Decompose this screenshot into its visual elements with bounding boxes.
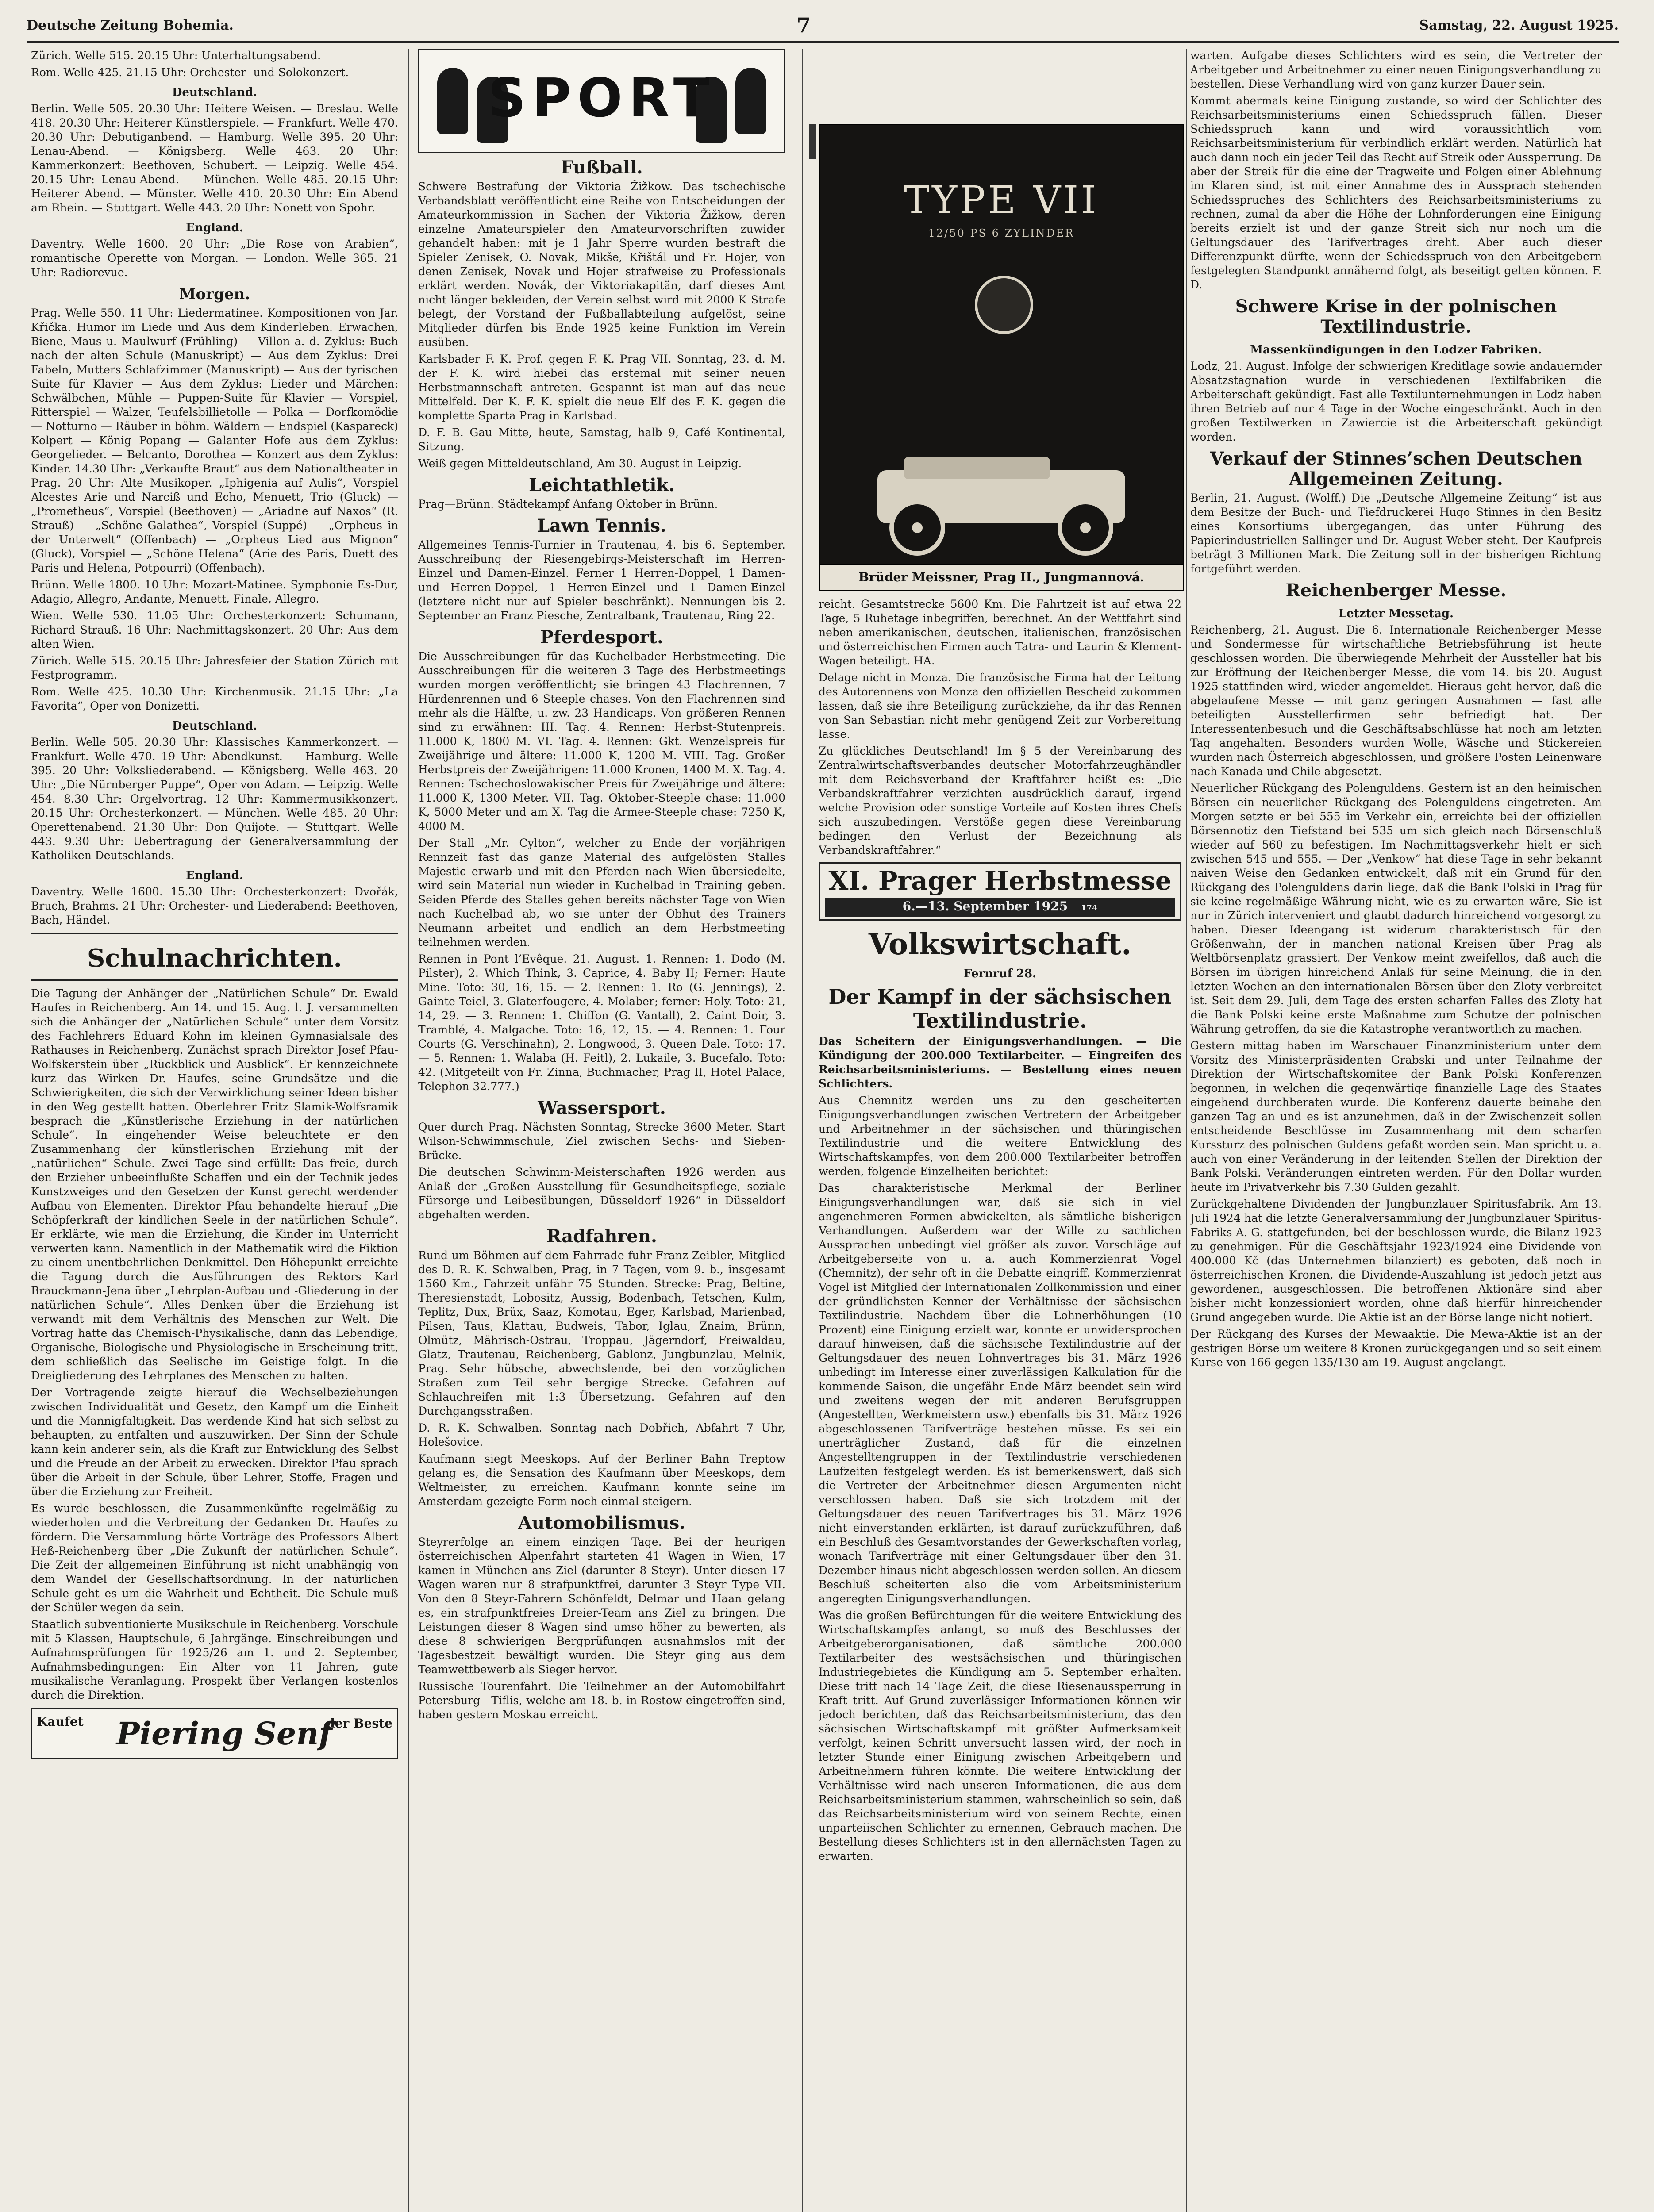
radio-item: Rom. Welle 425. 10.30 Uhr: Kirchenmusik. 21.15 Uhr: „La Favorita“, Oper von Donizetti. [31, 685, 398, 712]
ad-text: Kaufet [37, 1714, 84, 1729]
article-headline: Reichenberger Messe. [1285, 580, 1507, 601]
header-rule [27, 41, 1619, 43]
article-subtitle: Letzter Messetag. [1338, 607, 1454, 620]
article-headline: Schwere Krise in der polnischen Textilindustrie. [1235, 296, 1557, 337]
section-heading: Lawn Tennis. [537, 515, 666, 536]
section-heading: Radfahren. [546, 1226, 657, 1247]
article-paragraph: Berlin, 21. August. (Wolff.) Die „Deutsche Allgemeine Zeitung“ ist aus dem Besitze der Buch- und Tiefdruckerei Hugo Stinnes in den Besitz eines Konsortiums übergegangen, das unter Führung des Papierindustriellen Sallinger und Dr. August Weber steht. Der Kaufpreis beträgt 3 Millionen Mark. Die Zeitung soll in der bisherigen Richtung fortgeführt werden. [1190, 492, 1602, 575]
column-rule [802, 49, 803, 2212]
column-3 [819, 597, 1181, 2212]
article-deck: Das Scheitern der Einigungsverhandlungen. — Die Kündigung der 200.000 Textilarbeiter. — Eingreifen des Reichsarbeitsministeriums. — Bestellung eines neuen Schlichters. [819, 1035, 1181, 1090]
article-paragraph: Russische Tourenfahrt. Die Teilnehmer an der Automobilfahrt Petersburg—Tiflis, welche am 18. b. in Rostow eingetroffen sind, haben gestern Moskau erreicht. [418, 1680, 785, 1721]
article-paragraph: Steyrerfolge an einem einzigen Tage. Bei der heurigen österreichischen Alpenfahrt starteten 41 Wagen in Wien, 17 kamen in München ans Ziel (darunter 8 Steyr). Unter diesen 17 Wagen waren nur 8 strafpunktfrei, darunter 3 Steyr Type VII. Von den 8 Steyr-Fahrern Schönfeldt, Delmar und Haan gelang es, ein strafpunktfreies Dreier-Team ans Ziel zu bringen. Die Leistungen dieser 8 Wagen sind umso höher zu bewerten, als diese 8 schwierigen Bergprüfungen ausnahmslos mit der Tagesbestzeit bewältigt wurden. Die Steyr ging aus dem Teamwettbewerb als Sieger hervor. [418, 1536, 785, 1676]
section-heading: Wassersport. [538, 1098, 666, 1118]
section-heading: Pferdesport. [540, 627, 663, 648]
article-paragraph: Rund um Böhmen auf dem Fahrrade fuhr Franz Zeibler, Mitglied des D. R. K. Schwalben, Prag, in 7 Tagen, vom 9. b., insgesamt 1560 Km., Fahrzeit unfähr 75 Stunden. Strecke: Prag, Beltine, Theresienstadt, Lobositz, Aussig, Bodenbach, Tetschen, Kulm, Teplitz, Dux, Brüx, Saaz, Komotau, Eger, Karlsbad, Marienbad, Pilsen, Taus, Klattau, Budweis, Tabor, Iglau, Znaim, Brünn, Olmütz, Mährisch-Ostrau, Troppau, Jägerndorf, Freiwaldau, Glatz, Trautenau, Reichenberg, Gablonz, Jungbunzlau, Melnik, Prag. Sehr hübsche, abwechslende, bei den vorzüglichen Straßen zum Teil sehr bergige Strecke. Gefahren auf Schlauchreifen mit 1:3 Übersetzung. Gefahren auf den Durchgangsstraßen. [418, 1249, 785, 1417]
column-2 [418, 49, 785, 2212]
article-paragraph: D. F. B. Gau Mitte, heute, Samstag, halb 9, Café Kontinental, Sitzung. [418, 426, 785, 453]
masthead-left: Deutsche Zeitung Bohemia. [27, 18, 234, 33]
section-heading: Fußball. [561, 157, 643, 178]
article-paragraph: Rennen in Pont l’Evêque. 21. August. 1. Rennen: 1. Dodo (M. Pilster), 2. Which Think, 3. Caprice, 4. Baby II; Ferner: Haute Mine. Toto: 30, 16, 15. — 2. Rennen: 1. Ro (G. Jennings), 2. Gainte Teiel, 3. Glaterfougere, 4. Molaber; ferner: Holy. Toto: 21, 14, 29. — 3. Rennen: 1. Chiffon (G. Vantall), 2. Caint Doir, 3. Tramblé, 4. Malgache. Toto: 16, 12, 15. — 4. Rennen: 1. Four Courts (G. Verschinahn), 2. Longwood, 3. Queen Dale. Toto: 17. — 5. Rennen: 1. Walaba (H. Feitl), 2. Lukaile, 3. Bucefalo. Toto: 42. (Mitgeteilt von Fr. Zinna, Buchmacher, Prag II, Hotel Palace, Telephon 32.777.) [418, 952, 785, 1093]
column-1 [31, 49, 398, 2212]
article-paragraph: Weiß gegen Mitteldeutschland, Am 30. August in Leipzig. [418, 457, 742, 470]
article-paragraph: Der Stall „Mr. Cylton“, welcher zu Ende der vorjährigen Rennzeit fast das ganze Material des aufgelösten Stalles Majestic erwarb und mit den Pferden nach Wien übersiedelte, wird sein Material nun wieder in Kuchelbad in Training geben. Seiden Pferde des Stalles gehen bereits nächster Tage von Wien nach Kuchelbad ab, wo sie unter der Obhut des Trainers Neumann arbeitet und endlich an dem Herbstmeeting teilnehmen werden. [418, 837, 785, 949]
article-paragraph: D. R. K. Schwalben. Sonntag nach Dobřich, Abfahrt 7 Uhr, Holešovice. [418, 1421, 785, 1448]
article-paragraph: warten. Aufgabe dieses Schlichters wird es sein, die Vertreter der Arbeitgeber und Arbeitnehmer zu einer neuen Einigungsverhandlung zu bestellen. Diese Verhandlung wird von ganz kurzer Dauer sein. [1190, 49, 1602, 90]
article-paragraph: Der Rückgang des Kurses der Mewaaktie. Die Mewa-Aktie ist an der gestrigen Börse um weitere 8 Kronen zurückgegangen und so seit einem Kurse von 166 gegen 135/130 am 19. August angelangt. [1190, 1328, 1602, 1369]
steyr-emblem-icon [975, 276, 1033, 334]
article-paragraph: Die Ausschreibungen für das Kuchelbader Herbstmeeting. Die Ausschreibungen für die weiteren 3 Tage des Herbstmeetings wurden morgen veröffentlicht; sie bringen 43 Flachrennen, 7 Hürdenrennen und 6 Steeple chases. Von den Flachrennen sind mehr als die Hälfte, u. zw. 23 Handicaps. Von größeren Rennen sind zu erwähnen: III. Tag. 4. Rennen: Herbst-Stutenpreis. 11.000 K, 1800 M. VI. Tag. 4. Rennen: Gkt. Wenzelspreis für Zweijährige und ältere: 11.000 K, 1200 M. VIII. Tag. Großer Herbstpreis der Zweijährigen: 11.000 Kronen, 1400 M. X. Tag. 4. Rennen: Tschechoslowakischer Preis für Zweijährige und ältere: 11.000 K, 1300 Meter. VII. Tag. Oktober-Steeple chase: 11.000 K, 5000 Meter und am X. Tag die Armee-Steeple chase: 7250 K, 4000 M. [418, 650, 785, 833]
radio-item: Daventry. Welle 1600. 15.30 Uhr: Orchesterkonzert: Dvořák, Bruch, Brahms. 21 Uhr: Orchester- und Liederabend: Beethoven, Bach, Händel. [31, 885, 398, 926]
issue-date: Samstag, 22. August 1925. [1419, 18, 1619, 33]
section-heading: Morgen. [179, 285, 250, 303]
steyr-type-vii-ad [819, 124, 1184, 591]
radio-item: Zürich. Welle 515. 20.15 Uhr: Unterhaltungsabend. [31, 49, 321, 62]
article-paragraph: Was die großen Befürchtungen für die weitere Entwicklung des Wirtschaftskampfes anlangt, so muß des Beschlusses der Arbeitgeberorganisationen, daß sämtliche 200.000 Textilarbeiter des westsächsischen und thüringischen Industriegebietes die Kündigung am 5. September erhalten. Diese tritt nach 14 Tage Zeit, die diese Riesenaussperrung in Kraft tritt. Auf Grund zuverlässiger Informationen können wir jedoch berichten, daß das Reichsarbeitsministerium, das den sächsischen Wirtschaftskampf mit größter Aufmerksamkeit verfolgt, keinen Schritt unversucht lassen wird, der noch in letzter Stunde einer Einigung zwischen Arbeitgebern und Arbeitnehmern führen könnte. Die weitere Entwicklung der Verhältnisse wird nach unseren Informationen, die aus dem Reichsarbeitsministerium stammen, wahrscheinlich so sein, daß das Reichsarbeitsministerium wird von seinem Rechte, einen unparteiischen Schlichter zu ernennen, Gebrauch machen. Die Bestellung dieses Schlichters ist in den allernächsten Tagen zu erwarten. [819, 1609, 1181, 1863]
article-paragraph: Reichenberg, 21. August. Die 6. Internationale Reichenberger Messe und Sondermesse für wirtschaftliche Betriebsführung ist heute geschlossen worden. Die überwiegende Mehrheit der Aussteller hat bis zur Eröffnung der Reichenberger Messe, die vom 14. bis 20. August 1925 stattfinden wird, wieder angemeldet. Hieraus geht hervor, daß die abgelaufene Messe — mit ganz geringen Ausnahmen — fast alle beteiligten Ausstellerfirmen sehr befriedigt hat. Der Interessentenbesuch und die Geschäftsabschlüsse hat noch am letzten Tag angehalten. Besonders wurden Wolle, Wäsche und Stickereien wurden nach Österreich abgeschlossen, und größere Posten Leinenware nach Kanada und Chile abgesetzt. [1190, 623, 1602, 778]
ad-brand: Piering Senf [116, 1715, 332, 1752]
banner-dates [825, 898, 1175, 917]
radio-item: Zürich. Welle 515. 20.15 Uhr: Jahresfeier der Station Zürich mit Festprogramm. [31, 654, 398, 681]
ad-text: der Beste [326, 1716, 392, 1731]
article-paragraph: Delage nicht in Monza. Die französische Firma hat der Leitung des Autorennens von Monza den offiziellen Bescheid zukommen lassen, daß sie ihre Beteiligung zurückziehe, da ihr das Rennen von San Sebastian nicht mehr genügend Zeit zur Vorbereitung lasse. [819, 671, 1181, 741]
section-heading: England. [186, 221, 243, 234]
side-marker [809, 124, 816, 159]
page-number: 7 [796, 13, 811, 37]
article-paragraph: Kommt abermals keine Einigung zustande, so wird der Schlichter des Reichsarbeitsministeriums einen Schiedsspruch fällen. Dieser Schiedsspruch kann und wird voraussichtlich vom Reichsarbeitsministerium für verbindlich erklärt werden. Natürlich hat auch dann noch ein jeder Teil das Recht auf Streik oder Aussperrung. Da aber der Streik für die eine der Tragweite und Folgen einer Ablehnung im Klaren sind, ist mit einer Annahme des in Aussprach stehenden Schiedsspruches des Schlichters des Reichsarbeitsministeriums zu rechnen, zumal da aber die Höhe der Lohnforderungen eine Einigung bereits erzielt ist und der ganze Streit sich nur noch um die Geltungsdauer des Tarifvertrages dreht. Aber auch dieser Differenzpunkt dürfte, wenn der Schiedsspruch von den Arbeitgebern festgelegten Standpunkt annähernd folgt, als beseitigt gelten können. F. D. [1190, 94, 1602, 291]
section-heading: Leichtathletik. [528, 475, 675, 495]
radio-item: Prag. Welle 550. 11 Uhr: Liedermatinee. Kompositionen von Jar. Křička. Humor im Liede und Aus dem Kinderleben. Erwachen, Biene, Maus u. Maulwurf (Frühling) — Villon a. d. Zyklus: Buch nach der alten Schule (Manuskript) — Aus dem Zyklus: Drei Fabeln, Mutters Schlafzimmer (Manuskript) — Aus der tyrischen Suite für Klavier — Aus dem Zyklus: Lieder und Märchen: Schwälbchen, Mühle — Puppen-Suite für Klavier — Vorspiel, Ritterspiel — Walzer, Teufelsbillietolle — Polka — Dorfkomödie — Notturno — Räuber in böhm. Wäldern — Endspiel (Kaspareck) Kolpert — König Popang — Galanter Hofe aus dem Zyklus: Georgelieder. — Belcanto, Dorothea — Konzert aus dem Zyklus: Kinder. 14.30 Uhr: „Verkaufte Braut“ aus dem Nationaltheater in Prag. 20 Uhr: Alte Musikoper. „Iphigenia auf Aulis“, Vorspiel Alcestes Arie und Narciß und Echo, Menuett, Trio (Gluck) — „Prometheus“, Vorspiel (Beethoven) — „Ariadne auf Naxos“ (R. Strauß) — „Schöne Galathea“, Vorspiel (Suppé) — „Orpheus in der Unterwelt“ (Offenbach) — „Orpheus Lied aus Mignon“ (Gluck), Vorspiel — „Schöne Helena“ (Arie des Paris, Duett des Paris und Helena, Potpourri) (Offenbach). [31, 307, 398, 574]
article-paragraph: Gestern mittag haben im Warschauer Finanzministerium unter dem Vorsitz des Ministerpräsidenten Grabski und unter Teilnahme der Direktion der Wirtschaftskomitee der Bank Polski Konferenzen begonnen, in welchen die gegenwärtige finanzielle Lage des Staates eingehend durchberaten wurde. Die Konferenz dauerte beinahe den ganzen Tag an und es ist anzunehmen, daß in der Zwischenzeit sollen entscheidende Beschlüsse im Zusammenhang mit dem scharfen Kurssturz des polnischen Guldens gefaßt worden sein. Man spricht u. a. auch von einer Veränderung in der leitenden Stellen der Direktion der Bank Polski. Veränderungen eintreten werden. Für den Dollar wurden heute im Privatverkehr bis 7.30 Gulden gezahlt. [1190, 1039, 1602, 1194]
article-headline: Verkauf der Stinnes’schen Deutschen Allgemeinen Zeitung. [1210, 448, 1582, 489]
section-heading: Automobilismus. [518, 1513, 686, 1533]
banner-title: XI. Prager Herbstmesse [828, 866, 1172, 896]
article-paragraph: Kaufmann siegt Meeskops. Auf der Berliner Bahn Treptow gelang es, die Sensation des Kaufmann über Meeskops, dem Weltmeister, zu erreichen. Kaufmann konnte seine im Amsterdam gezeigte Form noch einmal steigern. [418, 1452, 785, 1508]
radio-item: Wien. Welle 530. 11.05 Uhr: Orchesterkonzert: Schumann, Richard Strauß. 16 Uhr: Nachmittagskonzert. 20 Uhr: Aus dem alten Wien. [31, 609, 398, 650]
column-rule [408, 49, 409, 2212]
article-paragraph: Lodz, 21. August. Infolge der schwierigen Kreditlage sowie andauernder Absatzstagnation wurde in verschiedenen Textilfabriken die Arbeiterschaft gekündigt. Fast alle Textilunternehmungen in Lodz haben ihren Betrieb auf nur 4 Tage in der Woche eingeschränkt. Auch in den großen Textilwerken in Zawiercie ist die Arbeiterschaft gekündigt worden. [1190, 360, 1602, 443]
section-title: Schulnachrichten. [87, 944, 342, 973]
article-subtitle: Massenkündigungen in den Lodzer Fabriken. [1250, 343, 1542, 357]
article-paragraph: Der Vortragende zeigte hierauf die Wechselbeziehungen zwischen Individualität und Gesetz, den Kampf um die Einheit und die Mannigfaltigkeit. Das werdende Kind hat sich selbst zu behaupten, zu entfalten und auszuwirken. Der Sinn der Schule kann kein anderer sein, als die Kraft zur Entwicklung des Selbst und die Freude an der Arbeit zu erwecken. Direktor Pfau sprach über die Arbeit in der Schule, über Lehrer, Stoffe, Fragen und über die Erziehung zur Freiheit. [31, 1386, 398, 1498]
page-header [27, 13, 1619, 38]
section-heading: Deutschland. [172, 719, 258, 733]
article-paragraph: Neuerlicher Rückgang des Polenguldens. Gestern ist an den heimischen Börsen ein neuerlicher Rückgang des Polenguldens eingetreten. Am Morgen setzte er bei 555 im Verkehr ein, erreichte bei der offiziellen Börsennotiz den Tiefstand bei 535 um sich gleich nach Börsenschluß wieder auf 560 zu befestigen. Im Nachmittagsverkehr hielt er sich zwischen 545 und 555. — Der „Venkow“ hat diese Tage in sehr bekannt naiven Weise den Gedanken entwickelt, daß mit ein Grund für den Rückgang des Polenguldens darin liege, daß die Bank Polski in Prag für sie keine regelmäßige Währung nicht, wie es zu erwarten wäre, Sie ist nur in Zürich interveniert und glaubt dadurch hinreichend vorgesorgt zu haben. Dieser Ideengang ist widerum charakteristisch für den Größenwahn, der in manchen national Kreisen über Prag als Weltbörsenplatz grassiert. Der Venkow meint zweifellos, daß auch die Börsen im übrigen hinreichend Anlaß für seine Meinung, die in den letzten Wochen an den internationalen Börsen über den Zloty verbreitet ist. Seit dem 29. Juli, dem Tage des ersten scharfen Falles des Zloty hat die Bank Polski keine erste Maßnahme zum Schutze der polnischen Währung getroffen, da sie die Katastrophe verantwortlich zu machen. [1190, 782, 1602, 1035]
piering-senf-ad [31, 1708, 398, 1759]
article-paragraph: Es wurde beschlossen, die Zusammenkünfte regelmäßig zu wiederholen und die Verbreitung der Gedanken Dr. Haufes zu fördern. Die Versammlung hörte Vorträge des Professors Albert Heß-Reichenberg über „Die Zukunft der natürlichen Schule“. Die Zeit der allgemeinen Einführung ist nicht unabhängig von dem Wandel der Gesellschaftsordnung. In der natürlichen Schule geht es um die Wahrheit und Echtheit. Die Schule muß der Schüler wegen da sein. [31, 1502, 398, 1614]
article-paragraph: reicht. Gesamtstrecke 5600 Km. Die Fahrtzeit ist auf etwa 22 Tage, 5 Ruhetage inbegriffen, berechnet. An der Wettfahrt sind neben amerikanischen, deutschen, italienischen, französischen und österreichischen Firmen auch Tatra- und Laurin & Klement-Wagen beteiligt. HA. [819, 598, 1181, 667]
article-paragraph: Zu glückliches Deutschland! Im § 5 der Vereinbarung des Zentralwirtschaftsverbandes deutscher Motorfahrzeughändler mit dem Reichsverband der Kraftfahrer heißt es: „Die Verbandskraftfahrer verzichten ausdrücklich darauf, irgend welche Provision oder sonstige Vorteile auf Kosten ihres Chefs sich auszubedingen. Verstöße gegen diese Vereinbarung bedingen den Verlust der Bezeichnung als Verbandskraftfahrer.“ [819, 745, 1181, 856]
radio-item: Berlin. Welle 505. 20.30 Uhr: Klassisches Kammerkonzert. — Frankfurt. Welle 470. 19 Uhr: Abendkunst. — Hamburg. Welle 395. 20 Uhr: Volksliederabend. — Königsberg. Welle 463. 20 Uhr: „Die Nürnberger Puppe“, Oper von Adam. — Leipzig. Welle 454. 8.30 Uhr: Orgelvortrag. 12 Uhr: Kammermusikkonzert. 20.15 Uhr: Orchesterkonzert. — München. Welle 485. 20 Uhr: Operettenabend. 21.30 Uhr: Don Quijote. — Stuttgart. Welle 443. 9.30 Uhr: Uebertragung der Generalversammlung der Katholiken Deutschlands. [31, 736, 398, 862]
radio-item: Berlin. Welle 505. 20.30 Uhr: Heitere Weisen. — Breslau. Welle 418. 20.30 Uhr: Heiterer Künstlerspiele. — Frankfurt. Welle 470. 20.30 Uhr: Debutiganbend. — Hamburg. Welle 395. 20 Uhr: Lenau-Abend. — Königsberg. Welle 463. 20 Uhr: Kammerkonzert: Beethoven, Schubert. — Leipzig. Welle 454. 20.15 Uhr: Lenau-Abend. — München. Welle 485. 20.15 Uhr: Heiterer Abend. — Münster. Welle 410. 20.30 Uhr: Ein Abend am Rhein. — Stuttgart. Welle 443. 20 Uhr: Nonett von Spohr. [31, 102, 398, 214]
ad-subtitle: 12/50 PS 6 ZYLINDER [928, 227, 1075, 239]
ad-brand: TYPE VII [904, 178, 1099, 223]
section-heading: Deutschland. [172, 86, 258, 99]
article-paragraph: Die deutschen Schwimm-Meisterschaften 1926 werden aus Anlaß der „Großen Ausstellung für Gesundheitspflege, soziale Fürsorge und Leibesübungen, Düsseldorf 1926“ in Düsseldorf abgehalten werden. [418, 1166, 785, 1221]
article-headline: Der Kampf in der sächsischen Textilindustrie. [828, 985, 1172, 1033]
radio-item: Daventry. Welle 1600. 20 Uhr: „Die Rose von Arabien“, romantische Operette von Morgan. — London. Welle 365. 21 Uhr: Radiorevue. [31, 238, 398, 279]
article-paragraph: Aus Chemnitz werden uns zu den gescheiterten Einigungsverhandlungen zwischen Vertretern der Arbeitgeber und Arbeitnehmer in der sächsischen und thüringischen Textilindustrie und die weitere Entwicklung des Wirtschaftskampfes, von dem 200.000 Textilarbeiter betroffen werden, folgende Einzelheiten berichtet: [819, 1094, 1181, 1178]
article-paragraph: Staatlich subventionierte Musikschule in Reichenberg. Vorschule mit 5 Klassen, Hauptschule, 6 Jahrgänge. Einschreibungen und Aufnahmsprüfungen für 1925/26 am 1. und 2. September, Aufnahmsbedingungen: Ein Alter von 11 Jahren, gute musikalische Veranlagung. Prospekt über Verlangen kostenlos durch die Direktion. [31, 1618, 398, 1701]
banner-code: 174 [1081, 903, 1098, 913]
article-paragraph: Das charakteristische Merkmal der Berliner Einigungsverhandlungen war, daß sie sich in viel angenehmeren Formen abwickelten, als sämtliche bisherigen Verhandlungen. Außerdem war der Wille zu sachlichen Aussprachen unbedingt viel größer als zuvor. Vorschläge auf Arbeitgeberseite von u. a. auch Kommerzienrat Vogel (Chemnitz), der sehr oft in die Debatte eingriff. Kommerzienrat Vogel ist Mitglied der Internationalen Zollkommission und einer der gründlichsten Kenner der Verhältnisse der sächsischen Textilindustrie. Nachdem über die Lohnerhöhungen (10 Prozent) eine Einigung erzielt war, konnte er unwidersprochen darauf hinweisen, daß die sächsische Textilindustrie auf der Geltungsdauer des neuen Lohnvertrages bis 31. März 1926 unbedingt im Interesse einer zuverlässigen Kalkulation für die kommende Saison, die ungefähr Ende März beendet sein wird und zweitens wegen der mit anderen Berufsgruppen (Angestellten, Werkmeistern usw.) ebenfalls bis 31. März 1926 abgeschlossenen Tarifverträge bestehen müsse. Es sei ein unerträglicher Zustand, daß für die einzelnen Angestelltengruppen in der Textilindustrie verschiedenen Laufzeiten festgelegt werden. Es ist bemerkenswert, daß sich die Vertreter der Arbeitnehmer diesen Argumenten nicht verschlossen haben. Daß sie sich trotzdem mit der Geltungsdauer des neuen Tarifvertrages bis 31. März 1926 nicht einverstanden erklärten, ist darauf zurückzuführen, daß ein Beschluß des Gesamtvorstandes der Gewerkschaften vorlag, wonach Tarifverträge mit einer Geltungsdauer über den 31. Dezember hinaus nicht abgeschlossen werden sollen. An diesem Beschluß scheiterten also die vom Arbeitsministerium angeregten Einigungsverhandlungen. [819, 1182, 1181, 1605]
herbstmesse-banner [819, 862, 1181, 921]
column-4 [1190, 49, 1602, 2212]
sport-logo-word: SPORT [488, 68, 716, 129]
section-subtitle: Fernruf 28. [963, 967, 1037, 980]
column-rule [1186, 49, 1187, 2212]
car-illustration-icon [838, 444, 1165, 559]
article-paragraph: Die Tagung der Anhänger der „Natürlichen Schule“ Dr. Ewald Haufes in Reichenberg. Am 14. und 15. Aug. l. J. versammelten sich die Anhänger der „Natürlichen Schule“ unter dem Vorsitz des Fachlehrers Eduard Kohn im kleinen Gymnasialsale des Rathauses in Reichenberg. Zunächst sprach Direktor Josef Pfau-Wolfskerstein über „Rückblick und Ausblick“. Er kennzeichnete kurz das Wirken Dr. Haufes, seine Grundsätze und die Schwierigkeiten, die sich der Verwirklichung seiner Ideen bisher in den Weg gestellt hatten. Oberlehrer Fritz Slamik-Wolfsramik besprach die „Künstlerische Erziehung in der natürlichen Schule“. In eingehender Weise beleuchtete er den Zusammenhang der künstlerischen Erziehung mit der „natürlichen“ Schule. Zwei Tage sind erfüllt: Das freie, durch den Erzieher unbeeinflußte Schaffen und ein der Technik jedes Kunstzweiges und den Gesetzen der Kunst gerecht werdender Aufbau von Elementen. Direktor Pfau behandelte hierauf „Die Schöpferkraft der kindlichen Seele in der natürlichen Schule“. Er erklärte, wie man die Erziehung, die Kinder im Unterricht verwerten kann. Namentlich in der Mathematik wird die Fiktion zu einem unentbehrlichen Denkmittel. Den Höhepunkt erreichte die Tagung durch die Ausführungen des Rektors Karl Brauckmann-Jena über „Lehrplan-Aufbau und -Gliederung in der natürlichen Schule“. Alles Denken über die Erziehung ist verwandt mit dem Verhältnis des Menschen zur Welt. Die Vortrag hatte das Chemisch-Physikalische, dann das Lebendige, Organische, Biologische und Physiologische in Erscheinung tritt, dem schließlich das Seelische im Geistige folgt. In die Dreigliederung des Lehrplanes des Menschen zu halten. [31, 987, 398, 1382]
article-paragraph: Prag—Brünn. Städtekampf Anfang Oktober in Brünn. [418, 498, 718, 511]
article-paragraph: Quer durch Prag. Nächsten Sonntag, Strecke 3600 Meter. Start Wilson-Schwimmschule, Ziel zwischen Sechs- und Sieben-Brücke. [418, 1121, 785, 1162]
article-paragraph: Zurückgehaltene Dividenden der Jungbunzlauer Spiritusfabrik. Am 13. Juli 1924 hat die letzte Generalversammlung der Jungbunzlauer Spiritus-Fabriks-A.-G. stattgefunden, bei der beschlossen wurde, die Bilanz 1923 zu genehmigen. Für die Geschäftsjahr 1923/1924 eine Dividende von 400.000 Kč (das Unternehmen bilanziert) es geboten, daß noch in österreichischen Kronen, die Dividende-Auszahlung ist jedoch jetzt aus gewordenen, ausgeschlossen. Die betroffenen Aktionäre sind aber bisher nicht konzessioniert worden, ohne daß hierfür hinreichender Grund angegeben wurde. Die Aktie ist an der Börse lange nicht notiert. [1190, 1198, 1602, 1324]
section-heading: England. [186, 869, 243, 882]
radio-item: Brünn. Welle 1800. 10 Uhr: Mozart-Matinee. Symphonie Es-Dur, Adagio, Allegro, Andante, Menuett, Finale, Allegro. [31, 578, 398, 605]
radio-item: Rom. Welle 425. 21.15 Uhr: Orchester- und Solokonzert. [31, 66, 349, 79]
article-paragraph: Allgemeines Tennis-Turnier in Trautenau, 4. bis 6. September. Ausschreibung der Riesengebirgs-Meisterschaft im Herren-Einzel und Damen-Einzel. Ferner 1 Herren-Doppel, 1 Damen- und Herren-Doppel, 1 Herren-Einzel und 1 Damen-Einzel (letztere nicht nur auf Spieler beschränkt). Nennungen bis 2. September an Franz Piesche, Zentralbank, Trautenau, Ring 22. [418, 538, 785, 622]
article-paragraph: Karlsbader F. K. Prof. gegen F. K. Prag VII. Sonntag, 23. d. M. der F. K. wird hiebei das erstemal mit seiner neuen Herbstmannschaft antreten. Gespannt ist man auf das neue Mittelfeld. Der K. F. K. spielt die neue Elf des F. K. gegen die komplette Sparta Prag in Karlsbad. [418, 353, 785, 422]
section-title: Volkswirtschaft. [868, 927, 1132, 961]
article-paragraph: Schwere Bestrafung der Viktoria Žižkow. Das tschechische Verbandsblatt veröffentlicht eine Reihe von Entscheidungen der Amateurkommission in Sachen der Viktoria Žižkow, deren einzelne Amateurspieler den Amateurvorschriften zuwider gehandelt haben: mit je 1 Jahr Sperre wurden bestraft die Spieler Zenisek, O. Novak, Mikše, Křištál und Fr. Hojer, von denen Zenisek, Novak und Hojer strafweise zu Professionals erklärt werden. Novák, der Viktoriakapitän, darf dieses Amt nicht länger bekleiden, der Verein selbst wird mit 2000 K Strafe belegt, der Vorstand der Fußballabteilung aufgelöst, seine Mitglieder dürfen bis Ende 1925 keine Funktion im Verein ausüben. [418, 180, 785, 349]
banner-dates-text: 6.—13. September 1925 [902, 899, 1068, 914]
sport-logo [418, 49, 785, 153]
ad-footer: Brüder Meissner, Prag II., Jungmannová. [820, 564, 1183, 590]
